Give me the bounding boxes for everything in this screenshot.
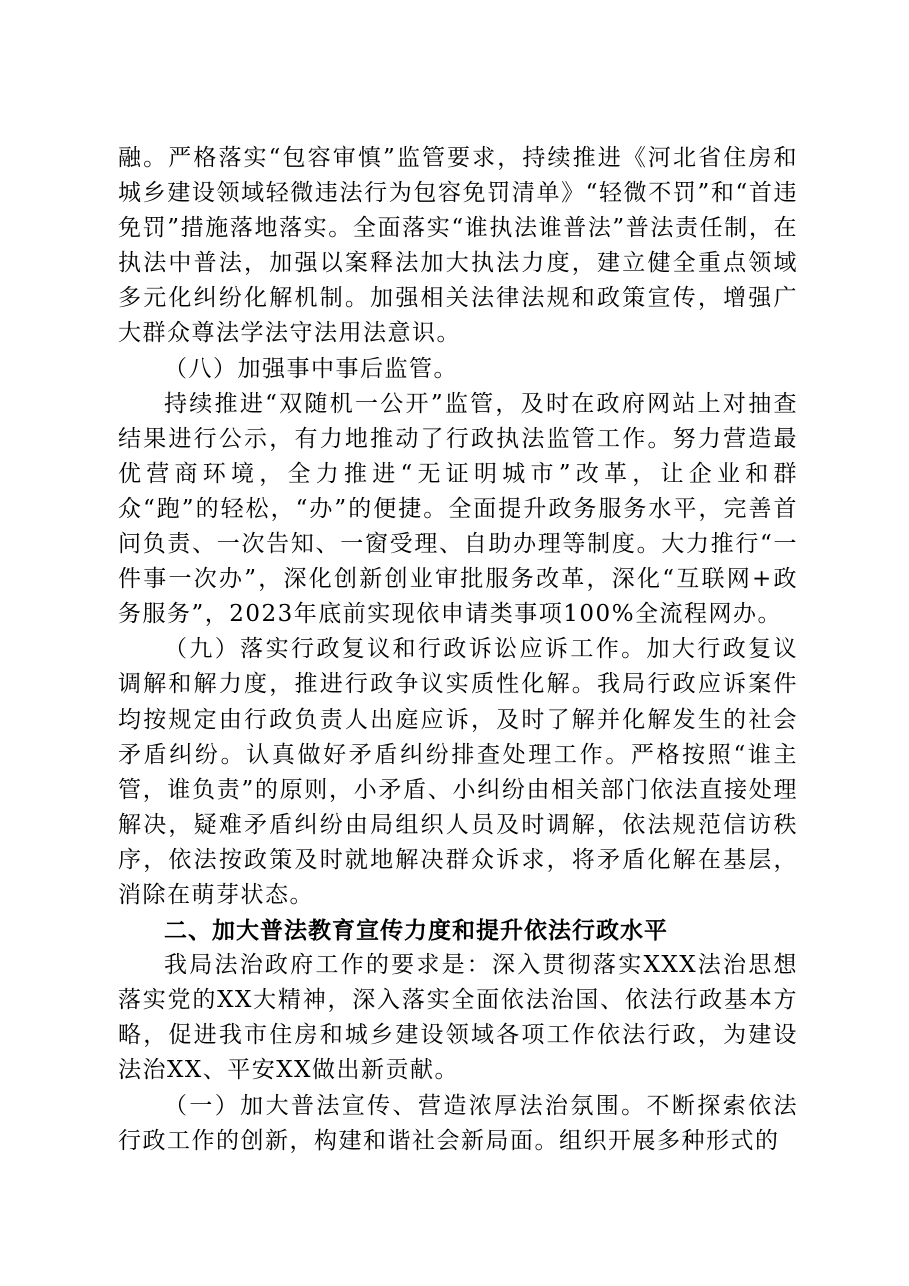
- section-heading-eight: （八）加强事中事后监管。: [164, 355, 458, 382]
- paragraph-administrative-reconsideration: （九）落实行政复议和行政诉讼应诉工作。加大行政复议调解和解力度，推进行政争议实质性化解。我局行政应诉案件均按规定由行政负责人出庭应诉，及时了解并化解发生的社会矛盾纠纷。认真做好矛盾纠纷排查处理工作。严格按照“谁主管，谁负责”的原则，小矛盾、小纠纷由相关部门依法直接处理解决，疑难矛盾纠纷由局组织人员及时调解，依法规范信访秩序，依法按政策及时就地解决群众诉求，将矛盾化解在基层，消除在萌芽状态。: [118, 636, 798, 908]
- document-body: [118, 141, 798, 1159]
- paragraph-publicity: （一）加大普法宣传、营造浓厚法治氛围。不断探索依法行政工作的创新，构建和谐社会新局面。组织开展多种形式的: [118, 1092, 798, 1154]
- paragraph-continuation: 融。严格落实“包容审慎”监管要求，持续推进《河北省住房和城乡建设领域轻微违法行为包容免罚清单》“轻微不罚”和“首违免罚”措施落地落实。全面落实“谁执法谁普法”普法责任制，在执法中普法，加强以案释法加大执法力度，建立健全重点领域多元化纠纷化解机制。加强相关法律法规和政策宣传，增强广大群众尊法学法守法用法意识。: [118, 145, 798, 347]
- paragraph-requirements: 我局法治政府工作的要求是：深入贯彻落实XXX法治思想落实党的XX大精神，深入落实全面依法治国、依法行政基本方略，促进我市住房和城乡建设领域各项工作依法行政，为建设法治XX、平安XX做出新贡献。: [118, 952, 798, 1084]
- paragraph-supervision: 持续推进“双随机一公开”监管，及时在政府网站上对抽查结果进行公示，有力地推动了行政执法监管工作。努力营造最优营商环境，全力推进“无证明城市”改革，让企业和群众“跑”的轻松，“办”的便捷。全面提升政务服务水平，完善首问负责、一次告知、一窗受理、自助办理等制度。大力推行“一件事一次办”，深化创新创业审批服务改革，深化“互联网+政务服务”，2023年底前实现依申请类事项100%全流程网办。: [118, 390, 798, 628]
- chapter-heading-two: 二、加大普法教育宣传力度和提升依法行政水平: [164, 917, 668, 945]
